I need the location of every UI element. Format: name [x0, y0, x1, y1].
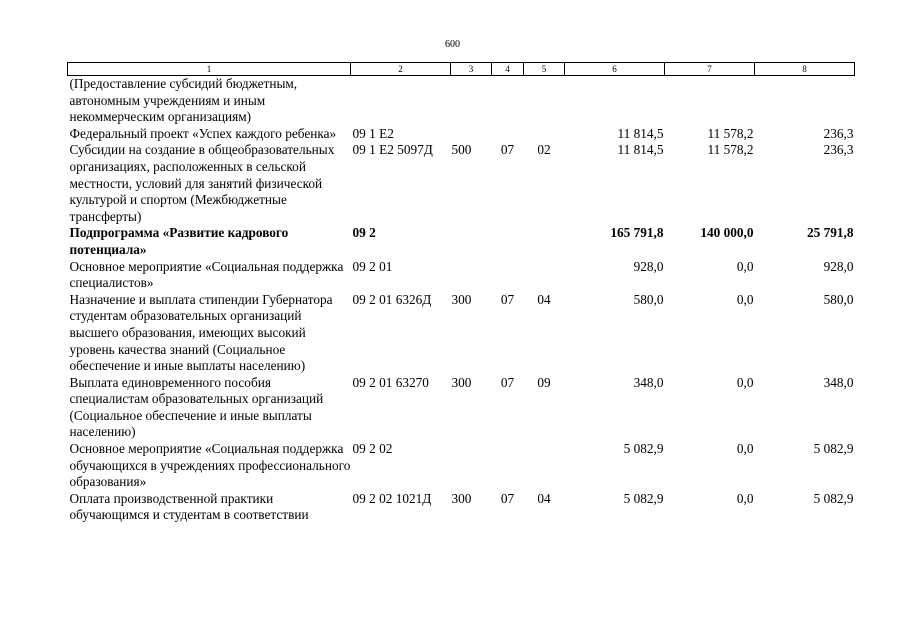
regional-amount-cell: 348,0 [823, 374, 854, 390]
subsection-code-cell [524, 225, 565, 258]
target-article-code-cell: 09 2 [352, 225, 376, 241]
column-number-header-row [68, 63, 855, 76]
row-name-cell: Выплата единовременного пособия специалистам образовательных организаций (Социальное обеспечение и иные выплаты населению) [69, 374, 324, 440]
federal-amount-cell: 140 000,0 [700, 225, 754, 241]
section-code-cell: 07 [500, 142, 515, 158]
column-header: 4 [492, 63, 524, 76]
table-row [68, 259, 855, 292]
column-header: 6 [565, 63, 665, 76]
table-row [68, 441, 855, 491]
subsection-code-cell: 04 [537, 490, 551, 506]
column-header: 1 [68, 63, 351, 76]
total-amount-cell: 165 791,8 [610, 225, 664, 241]
federal-amount-cell: 0,0 [736, 258, 754, 274]
target-article-code-cell: 09 2 01 63270 [352, 374, 429, 390]
section-code-cell: 07 [500, 374, 515, 390]
table-row [68, 142, 855, 225]
expense-type-code-cell [451, 225, 492, 258]
page-number: 600 [445, 39, 460, 50]
federal-amount-cell: 11 578,2 [707, 125, 754, 141]
expense-type-code-cell [451, 259, 492, 292]
regional-amount-cell: 928,0 [823, 258, 854, 274]
expense-type-code-cell: 300 [451, 374, 472, 390]
section-code-cell [492, 259, 524, 292]
regional-amount-cell: 25 791,8 [806, 225, 854, 241]
table-row [68, 126, 855, 143]
expense-type-code-cell: 500 [451, 142, 472, 158]
table-row [68, 491, 855, 524]
target-article-code-cell [351, 76, 451, 126]
federal-amount-cell: 0,0 [736, 441, 754, 457]
subsection-code-cell [524, 259, 565, 292]
regional-amount-cell: 236,3 [823, 125, 854, 141]
table-row [68, 292, 855, 375]
expense-type-code-cell: 300 [451, 490, 472, 506]
total-amount-cell [565, 76, 665, 126]
column-header: 5 [524, 63, 565, 76]
subsection-code-cell [524, 76, 565, 126]
regional-amount-cell: 5 082,9 [813, 441, 854, 457]
target-article-code-cell: 09 2 01 [352, 258, 393, 274]
row-name-cell: Субсидии на создание в общеобразовательных организациях, расположенных в сельской местности, условий для занятий физической культурой и спортом (Межбюджетные трансферты) [69, 142, 335, 224]
target-article-code-cell: 09 2 02 [352, 441, 393, 457]
budget-table [67, 62, 855, 524]
expense-type-code-cell [451, 441, 492, 491]
section-code-cell: 07 [500, 490, 515, 506]
column-header: 8 [755, 63, 855, 76]
federal-amount-cell: 11 578,2 [707, 142, 754, 158]
table-row [68, 375, 855, 441]
section-code-cell [492, 76, 524, 126]
section-code-cell: 07 [500, 291, 515, 307]
subsection-code-cell: 09 [537, 374, 551, 390]
section-code-cell [492, 441, 524, 491]
regional-amount-cell: 580,0 [823, 291, 854, 307]
total-amount-cell: 11 814,5 [617, 142, 664, 158]
column-header: 2 [351, 63, 451, 76]
expense-type-code-cell: 300 [451, 291, 472, 307]
row-name-cell: Федеральный проект «Успех каждого ребенка» [69, 125, 337, 141]
target-article-code-cell: 09 1 E2 5097Д [352, 142, 433, 158]
subsection-code-cell: 04 [537, 291, 551, 307]
target-article-code-cell: 09 1 E2 [352, 125, 394, 141]
section-code-cell [492, 225, 524, 258]
row-name-cell: (Предоставление субсидий бюджетным, автономным учреждениям и иным некоммерческим организациям) [69, 76, 298, 125]
row-name-cell: Основное мероприятие «Социальная поддержка специалистов» [69, 258, 344, 291]
row-name-cell: Подпрограмма «Развитие кадрового потенциала» [69, 225, 289, 257]
row-name-cell: Назначение и выплата стипендии Губернатора студентам образовательных организаций высшего образования, имеющих высокий уровень качества знаний (Социальное обеспечение и иные выплаты населению) [69, 291, 333, 374]
regional-amount-cell: 5 082,9 [813, 490, 854, 506]
regional-amount-cell: 236,3 [823, 142, 854, 158]
section-code-cell [492, 126, 524, 143]
target-article-code-cell: 09 2 02 1021Д [352, 490, 432, 506]
federal-amount-cell: 0,0 [736, 490, 754, 506]
expense-type-code-cell [451, 126, 492, 143]
subsection-code-cell [524, 441, 565, 491]
total-amount-cell: 580,0 [633, 291, 664, 307]
total-amount-cell: 5 082,9 [623, 441, 664, 457]
table-body [68, 76, 855, 525]
federal-amount-cell [665, 76, 755, 126]
total-amount-cell: 348,0 [633, 374, 664, 390]
subsection-code-cell [524, 126, 565, 143]
target-article-code-cell: 09 2 01 6326Д [352, 291, 432, 307]
row-name-cell: Основное мероприятие «Социальная поддержка обучающихся в учреждениях профессионального образования» [69, 441, 351, 490]
federal-amount-cell: 0,0 [736, 374, 754, 390]
expense-type-code-cell [451, 76, 492, 126]
total-amount-cell: 5 082,9 [623, 490, 664, 506]
regional-amount-cell [755, 76, 855, 126]
total-amount-cell: 11 814,5 [617, 125, 664, 141]
federal-amount-cell: 0,0 [736, 291, 754, 307]
row-name-cell: Оплата производственной практики обучающимся и студентам в соответствии [69, 490, 309, 523]
column-header: 7 [665, 63, 755, 76]
table-row [68, 225, 855, 258]
column-header: 3 [451, 63, 492, 76]
table-row [68, 76, 855, 126]
subsection-code-cell: 02 [537, 142, 551, 158]
total-amount-cell: 928,0 [633, 258, 664, 274]
